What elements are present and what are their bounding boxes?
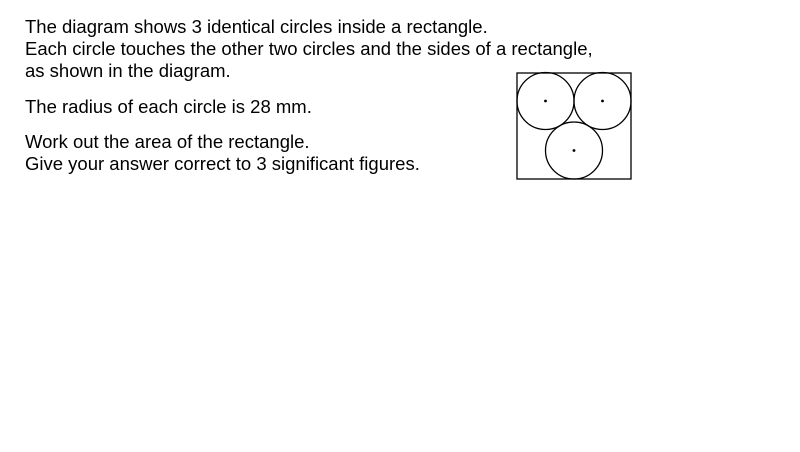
question-line: as shown in the diagram. xyxy=(25,60,231,81)
circles-in-rectangle-diagram xyxy=(514,70,634,182)
question-line: Work out the area of the rectangle. xyxy=(25,131,310,152)
question-paragraph-intro xyxy=(25,16,593,82)
centre-dot xyxy=(601,100,604,103)
rectangle xyxy=(517,73,631,179)
question-paragraph-radius xyxy=(25,96,312,118)
centre-dot xyxy=(573,149,576,152)
question-line: The radius of each circle is 28 mm. xyxy=(25,96,312,117)
question-paragraph-task xyxy=(25,131,420,175)
question-line: Give your answer correct to 3 significant figures. xyxy=(25,153,420,174)
question-line: Each circle touches the other two circles and the sides of a rectangle, xyxy=(25,38,593,59)
centre-dot xyxy=(544,100,547,103)
question-line: The diagram shows 3 identical circles inside a rectangle. xyxy=(25,16,488,37)
